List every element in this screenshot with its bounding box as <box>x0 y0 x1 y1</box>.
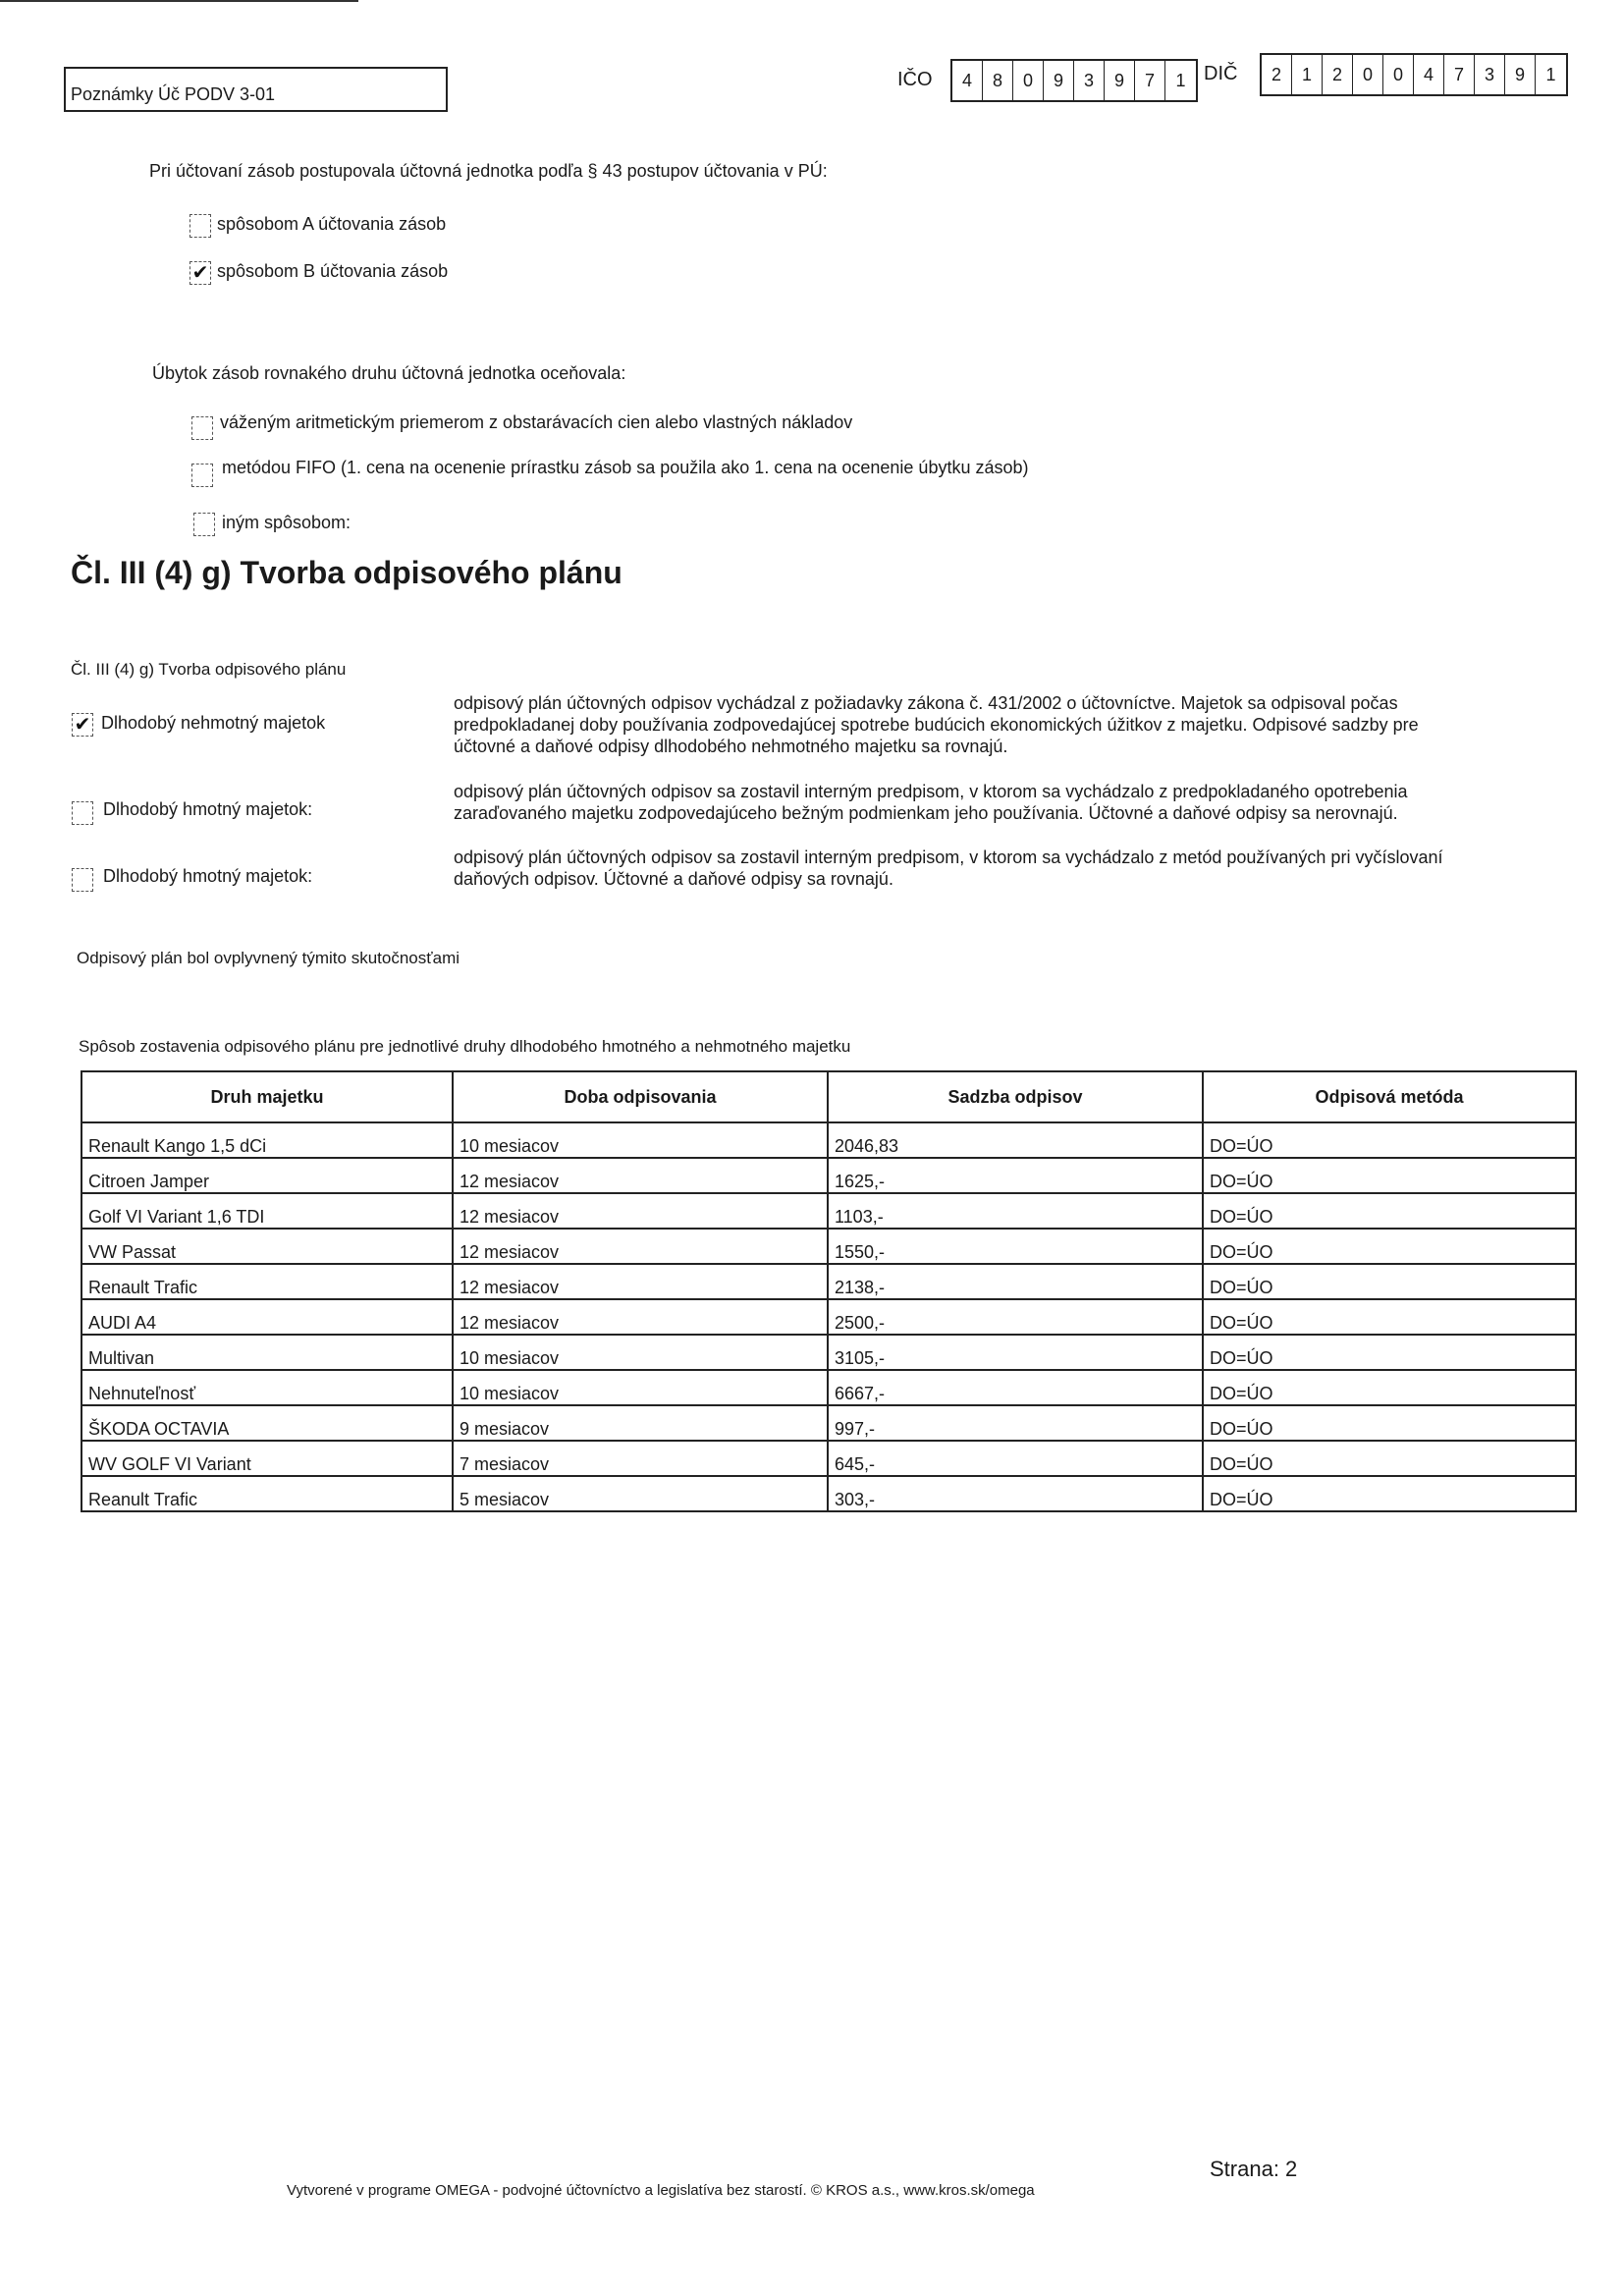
description-line: zaraďovaného majetku zodpovedajúceho bežným podmienkam jeho používania. Účtovné a daňové odpisy sa nerovnajú. <box>454 803 1398 823</box>
depreciation-period-cell: 7 mesiacov <box>453 1441 828 1476</box>
depreciation-method-cell: DO=ÚO <box>1203 1476 1576 1511</box>
inventory-option-a-label: spôsobom A účtovania zásob <box>217 214 447 234</box>
dic-digit: 1 <box>1292 55 1323 94</box>
form-label-box <box>64 67 448 112</box>
depreciation-rate-cell: 2046,83 <box>828 1122 1203 1158</box>
depreciation-method-cell: DO=ÚO <box>1203 1370 1576 1405</box>
depreciation-period-cell: 5 mesiacov <box>453 1476 828 1511</box>
depreciation-rate-cell: 2500,- <box>828 1299 1203 1335</box>
header-depreciation-rate: Sadzba odpisov <box>828 1071 1203 1122</box>
section-subheading: Čl. III (4) g) Tvorba odpisového plánu <box>71 660 347 679</box>
depreciation-method-cell: DO=ÚO <box>1203 1441 1576 1476</box>
tangible-assets-1-checkbox[interactable] <box>72 801 93 825</box>
table-row <box>81 1441 1576 1476</box>
influence-note: Odpisový plán bol ovplyvnený týmito skutočnosťami <box>77 949 460 967</box>
asset-type-cell: Golf VI Variant 1,6 TDI <box>81 1193 453 1229</box>
depreciation-period-cell: 10 mesiacov <box>453 1122 828 1158</box>
ico-digit: 9 <box>1044 61 1074 100</box>
ico-digit: 0 <box>1013 61 1044 100</box>
ico-digit-boxes <box>950 59 1198 102</box>
inventory-option-b-checkbox[interactable] <box>189 261 211 285</box>
table-header-row <box>81 1071 1576 1122</box>
depreciation-rate-cell: 3105,- <box>828 1335 1203 1370</box>
dic-digit: 9 <box>1505 55 1536 94</box>
ico-digit: 3 <box>1074 61 1105 100</box>
description-line: predpokladanej doby používania zodpovedajúcej spotrebe budúcich ekonomických úžitkov z majetku. Odpisové sadzby pre <box>454 715 1419 735</box>
depreciation-period-cell: 10 mesiacov <box>453 1370 828 1405</box>
tangible-assets-2-description <box>454 847 1524 890</box>
table-caption: Spôsob zostavenia odpisového plánu pre jednotlivé druhy dlhodobého hmotného a nehmotného majetku <box>79 1037 851 1056</box>
header-asset-type: Druh majetku <box>81 1071 453 1122</box>
dic-digit: 2 <box>1262 55 1292 94</box>
valuation-option-other-label: iným spôsobom: <box>222 513 352 532</box>
depreciation-rate-cell: 6667,- <box>828 1370 1203 1405</box>
asset-type-cell: Renault Trafic <box>81 1264 453 1299</box>
valuation-question: Úbytok zásob rovnakého druhu účtovná jednotka oceňovala: <box>152 363 626 383</box>
description-line: odpisový plán účtovných odpisov vychádzal z požiadavky zákona č. 431/2002 o účtovníctve. Majetok sa odpisoval počas <box>454 693 1398 713</box>
check-icon: ✔ <box>191 262 209 284</box>
intangible-assets-label: Dlhodobý nehmotný majetok <box>101 713 326 733</box>
depreciation-period-cell: 10 mesiacov <box>453 1335 828 1370</box>
table-row <box>81 1370 1576 1405</box>
dic-digit: 1 <box>1545 65 1556 84</box>
depreciation-method-cell: DO=ÚO <box>1203 1335 1576 1370</box>
depreciation-rate-cell: 303,- <box>828 1476 1203 1511</box>
depreciation-method-cell: DO=ÚO <box>1203 1158 1576 1193</box>
form-label: Poznámky Úč PODV 3-01 <box>71 84 276 104</box>
depreciation-period-cell: 12 mesiacov <box>453 1158 828 1193</box>
inventory-option-a-checkbox[interactable] <box>189 214 211 238</box>
ico-digit: 9 <box>1105 61 1135 100</box>
valuation-option-avg-label: váženým aritmetickým priemerom z obstarávacích cien alebo vlastných nákladov <box>220 412 853 432</box>
depreciation-period-cell: 12 mesiacov <box>453 1299 828 1335</box>
depreciation-period-cell: 12 mesiacov <box>453 1229 828 1264</box>
depreciation-rate-cell: 997,- <box>828 1405 1203 1441</box>
depreciation-method-cell: DO=ÚO <box>1203 1264 1576 1299</box>
dic-digit: 4 <box>1414 55 1444 94</box>
depreciation-method-cell: DO=ÚO <box>1203 1122 1576 1158</box>
asset-type-cell: Multivan <box>81 1335 453 1370</box>
asset-type-cell: Citroen Jamper <box>81 1158 453 1193</box>
asset-type-cell: AUDI A4 <box>81 1299 453 1335</box>
depreciation-period-cell: 12 mesiacov <box>453 1264 828 1299</box>
header-depreciation-period: Doba odpisovania <box>453 1071 828 1122</box>
depreciation-table <box>81 1070 1577 1512</box>
depreciation-method-cell: DO=ÚO <box>1203 1405 1576 1441</box>
ico-digit: 8 <box>983 61 1013 100</box>
tangible-assets-2-label: Dlhodobý hmotný majetok: <box>103 866 313 886</box>
depreciation-period-cell: 12 mesiacov <box>453 1193 828 1229</box>
header-depreciation-method: Odpisová metóda <box>1203 1071 1576 1122</box>
depreciation-rate-cell: 2138,- <box>828 1264 1203 1299</box>
valuation-option-fifo-label: metódou FIFO (1. cena na ocenenie prírastku zásob sa použila ako 1. cena na ocenenie úbytku zásob) <box>222 458 1029 477</box>
depreciation-rate-cell: 645,- <box>828 1441 1203 1476</box>
depreciation-rate-cell: 1550,- <box>828 1229 1203 1264</box>
tangible-assets-2-checkbox[interactable] <box>72 868 93 892</box>
table-row <box>81 1405 1576 1441</box>
check-icon: ✔ <box>74 714 91 736</box>
table-body <box>81 1122 1576 1511</box>
description-line: daňových odpisov. Účtovné a daňové odpisy sa rovnajú. <box>454 869 893 889</box>
depreciation-method-cell: DO=ÚO <box>1203 1193 1576 1229</box>
table-row <box>81 1229 1576 1264</box>
intangible-assets-description <box>454 692 1524 757</box>
table-row <box>81 1476 1576 1511</box>
asset-type-cell: Renault Kango 1,5 dCi <box>81 1122 453 1158</box>
ico-digit: 4 <box>952 61 983 100</box>
asset-type-cell: Nehnuteľnosť <box>81 1370 453 1405</box>
page-number: Strana: 2 <box>1210 2157 1298 2181</box>
dic-digit: 2 <box>1323 55 1353 94</box>
depreciation-rate-cell: 1103,- <box>828 1193 1203 1229</box>
top-rule <box>0 0 358 2</box>
valuation-option-fifo-checkbox[interactable] <box>191 464 213 487</box>
table-row <box>81 1122 1576 1158</box>
section-heading: Čl. III (4) g) Tvorba odpisového plánu <box>71 555 622 590</box>
table-row <box>81 1299 1576 1335</box>
inventory-question: Pri účtovaní zásob postupovala účtovná jednotka podľa § 43 postupov účtovania v PÚ: <box>149 161 828 181</box>
dic-digit: 0 <box>1383 55 1414 94</box>
dic-label: DIČ <box>1204 63 1238 84</box>
asset-type-cell: WV GOLF VI Variant <box>81 1441 453 1476</box>
footer-credit: Vytvorené v programe OMEGA - podvojné účtovníctvo a legislatíva bez starostí. © KROS a.s., www.kros.sk/omega <box>287 2182 1035 2199</box>
ico-label: IČO <box>897 69 933 90</box>
dic-digit: 0 <box>1353 55 1383 94</box>
table-row <box>81 1335 1576 1370</box>
asset-type-cell: Reanult Trafic <box>81 1476 453 1511</box>
description-line: odpisový plán účtovných odpisov sa zostavil interným predpisom, v ktorom sa vychádzalo z metód používaných pri vyčíslovaní <box>454 847 1443 867</box>
intangible-assets-checkbox[interactable] <box>72 713 93 737</box>
depreciation-rate-cell: 1625,- <box>828 1158 1203 1193</box>
dic-digit: 3 <box>1475 55 1505 94</box>
valuation-option-avg-checkbox[interactable] <box>191 416 213 440</box>
description-line: účtovné a daňové odpisy dlhodobého nehmotného majetku sa rovnajú. <box>454 737 1008 756</box>
description-line: odpisový plán účtovných odpisov sa zostavil interným predpisom, v ktorom sa vychádzalo z predpokladaného opotrebenia <box>454 782 1408 801</box>
asset-type-cell: ŠKODA OCTAVIA <box>81 1405 453 1441</box>
table-row <box>81 1158 1576 1193</box>
ico-digit: 1 <box>1175 71 1186 90</box>
dic-digit-boxes <box>1260 53 1568 96</box>
tangible-assets-1-label: Dlhodobý hmotný majetok: <box>103 799 313 819</box>
table-row <box>81 1193 1576 1229</box>
ico-digit: 7 <box>1135 61 1165 100</box>
inventory-option-b-label: spôsobom B účtovania zásob <box>217 261 449 281</box>
dic-digit: 7 <box>1444 55 1475 94</box>
asset-type-cell: VW Passat <box>81 1229 453 1264</box>
depreciation-method-cell: DO=ÚO <box>1203 1299 1576 1335</box>
depreciation-period-cell: 9 mesiacov <box>453 1405 828 1441</box>
depreciation-method-cell: DO=ÚO <box>1203 1229 1576 1264</box>
tangible-assets-1-description <box>454 781 1524 824</box>
table-row <box>81 1264 1576 1299</box>
valuation-option-other-checkbox[interactable] <box>193 513 215 536</box>
